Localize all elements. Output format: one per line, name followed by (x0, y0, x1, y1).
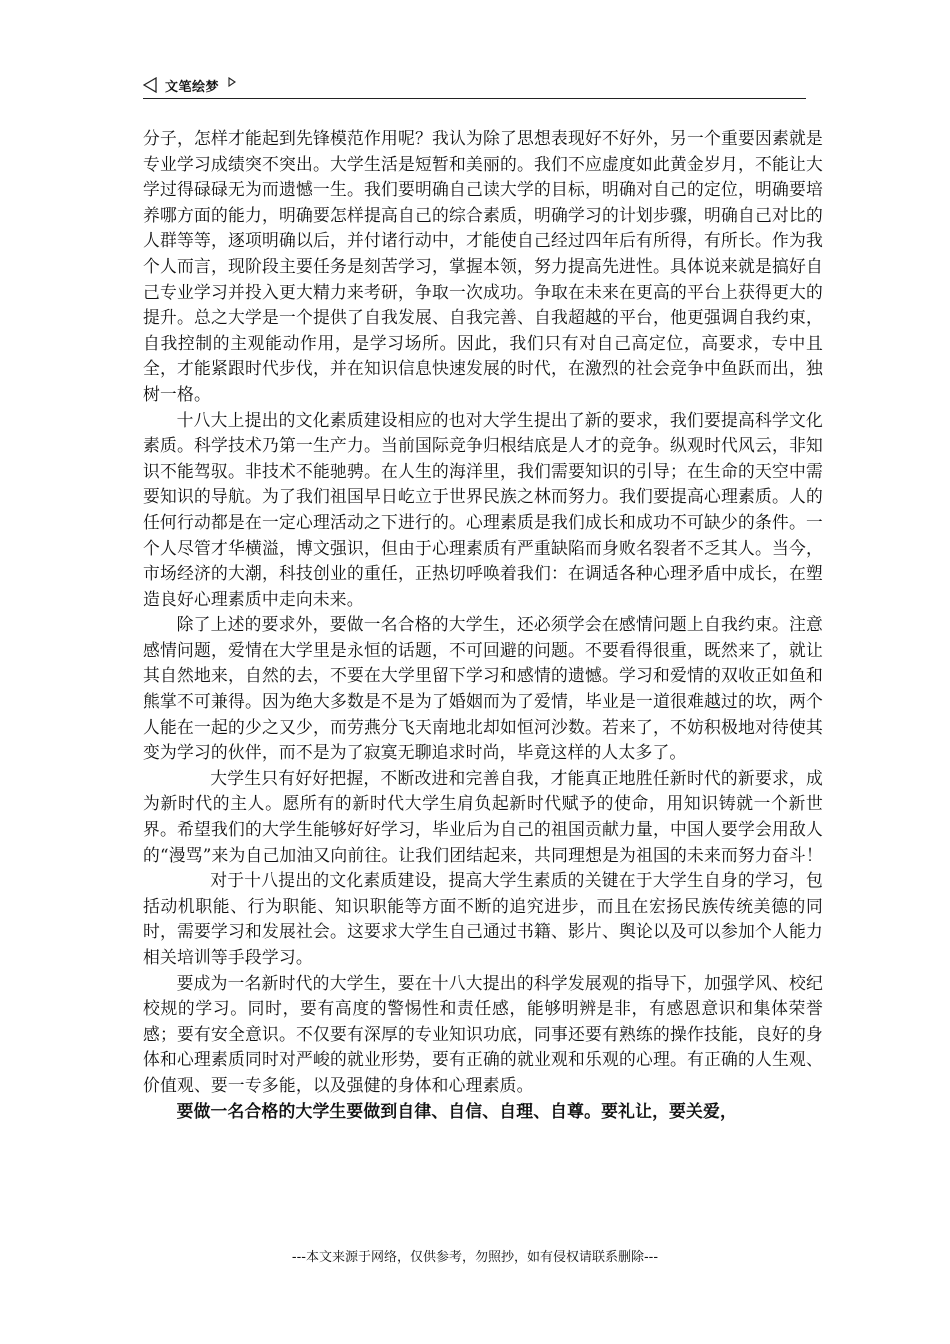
paragraph-6: 要成为一名新时代的大学生，要在十八大提出的科学发展观的指导下，加强学风、校纪校规的学习。同时，要有高度的警惕性和责任感，能够明辨是非，有感恩意识和集体荣誉感；要有安全意识。不仅要有深厚的专业知识功底，同事还要有熟练的操作技能，良好的身体和心理素质同时对严峻的就业形势，要有正确的就业观和乐观的心理。有正确的人生观、价值观、要一专多能，以及强健的身体和心理素质。 (143, 972, 823, 1095)
triangle-left-icon (143, 77, 157, 93)
page-footer: ---本文来源于网络，仅供参考，勿照抄，如有侵权请联系删除--- (291, 1250, 659, 1265)
paragraph-1: 分子，怎样才能起到先锋模范作用呢？我认为除了思想表现好不好外，另一个重要因素就是专业学习成绩突不突出。大学生活是短暂和美丽的。我们不应虚度如此黄金岁月，不能让大学过得碌碌无为而遗憾一生。我们要明确自己读大学的目标，明确对自己的定位，明确要培养哪方面的能力，明确要怎样提高自己的综合素质，明确学习的计划步骤，明确自己对比的人群等等，逐项明确以后，并付诸行动中，才能使自己经过四年后有所得，有所长。作为我个人而言，现阶段主要任务是刻苦学习，掌握本领，努力提高先进性。具体说来就是搞好自己专业学习并投入更大精力来考研，争取一次成功。争取在未来在更高的平台上获得更大的提升。总之大学是一个提供了自我发展、自我完善、自我超越的平台，他更强调自我约束，自我控制的主观能动作用，是学习场所。因此，我们只有对自己高定位，高要求，专中且全，才能紧跟时代步伐，并在知识信息快速发展的时代，在激烈的社会竞争中鱼跃而出，独树一格。 (143, 128, 823, 404)
document-body (143, 126, 823, 1124)
paragraph-4: 大学生只有好好把握，不断改进和完善自我，才能真正地胜任新时代的新要求，成为新时代的主人。愿所有的新时代大学生肩负起新时代赋予的使命，用知识铸就一个新世界。希望我们的大学生能够好好学习，毕业后为自己的祖国贡献力量，中国人要学会用敌人的“漫骂”来为自己加油又向前往。让我们团结起来，共同理想是为祖国的未来而努力奋斗！ (143, 767, 823, 865)
paragraph-5: 对于十八提出的文化素质建设，提高大学生素质的关键在于大学生自身的学习，包括动机职能、行为职能、知识职能等方面不断的追究进步，而且在宏扬民族传统美德的同时，需要学习和发展社会。这要求大学生自己通过书籍、影片、舆论以及可以参加个人能力相关培训等手段学习。 (143, 870, 823, 967)
header-brand: 文笔绘梦 (165, 79, 220, 95)
paragraph-2: 十八大上提出的文化素质建设相应的也对大学生提出了新的要求，我们要提高科学文化素质。科学技术乃第一生产力。当前国际竞争归根结底是人才的竞争。纵观时代风云，非知识不能驾驭。非技术不能驰骋。在人生的海洋里，我们需要知识的引导；在生命的天空中需要知识的导航。为了我们祖国早日屹立于世界民族之林而努力。我们要提高心理素质。人的任何行动都是在一定心理活动之下进行的。心理素质是我们成长和成功不可缺少的条件。一个人尽管才华横溢，博文强识，但由于心理素质有严重缺陷而身败名裂者不乏其人。当今，市场经济的大潮，科技创业的重任，正热切呼唤着我们：在调适各种心理矛盾中成长，在塑造良好心理素质中走向未来。 (143, 409, 823, 609)
paragraph-7: 要做一名合格的大学生要做到自律、自信、自理、自尊。要礼让，要关爱， (176, 1100, 737, 1121)
page-header (143, 72, 806, 99)
triangle-right-icon (228, 77, 236, 87)
paragraph-3: 除了上述的要求外，要做一名合格的大学生，还必须学会在感情问题上自我约束。注意感情问题，爱情在大学里是永恒的话题，不可回避的问题。不要看得很重，既然来了，就让其自然地来，自然的去，不要在大学里留下学习和感情的遗憾。学习和爱情的双收正如鱼和熊掌不可兼得。因为绝大多数是不是为了婚姻而为了爱情，毕业是一道很难越过的坎，两个人能在一起的少之又少，而劳燕分飞天南地北却如恒河沙数。若来了，不妨积极地对待使其变为学习的伙伴，而不是为了寂寞无聊追求时尚，毕竟这样的人太多了。 (143, 614, 823, 763)
